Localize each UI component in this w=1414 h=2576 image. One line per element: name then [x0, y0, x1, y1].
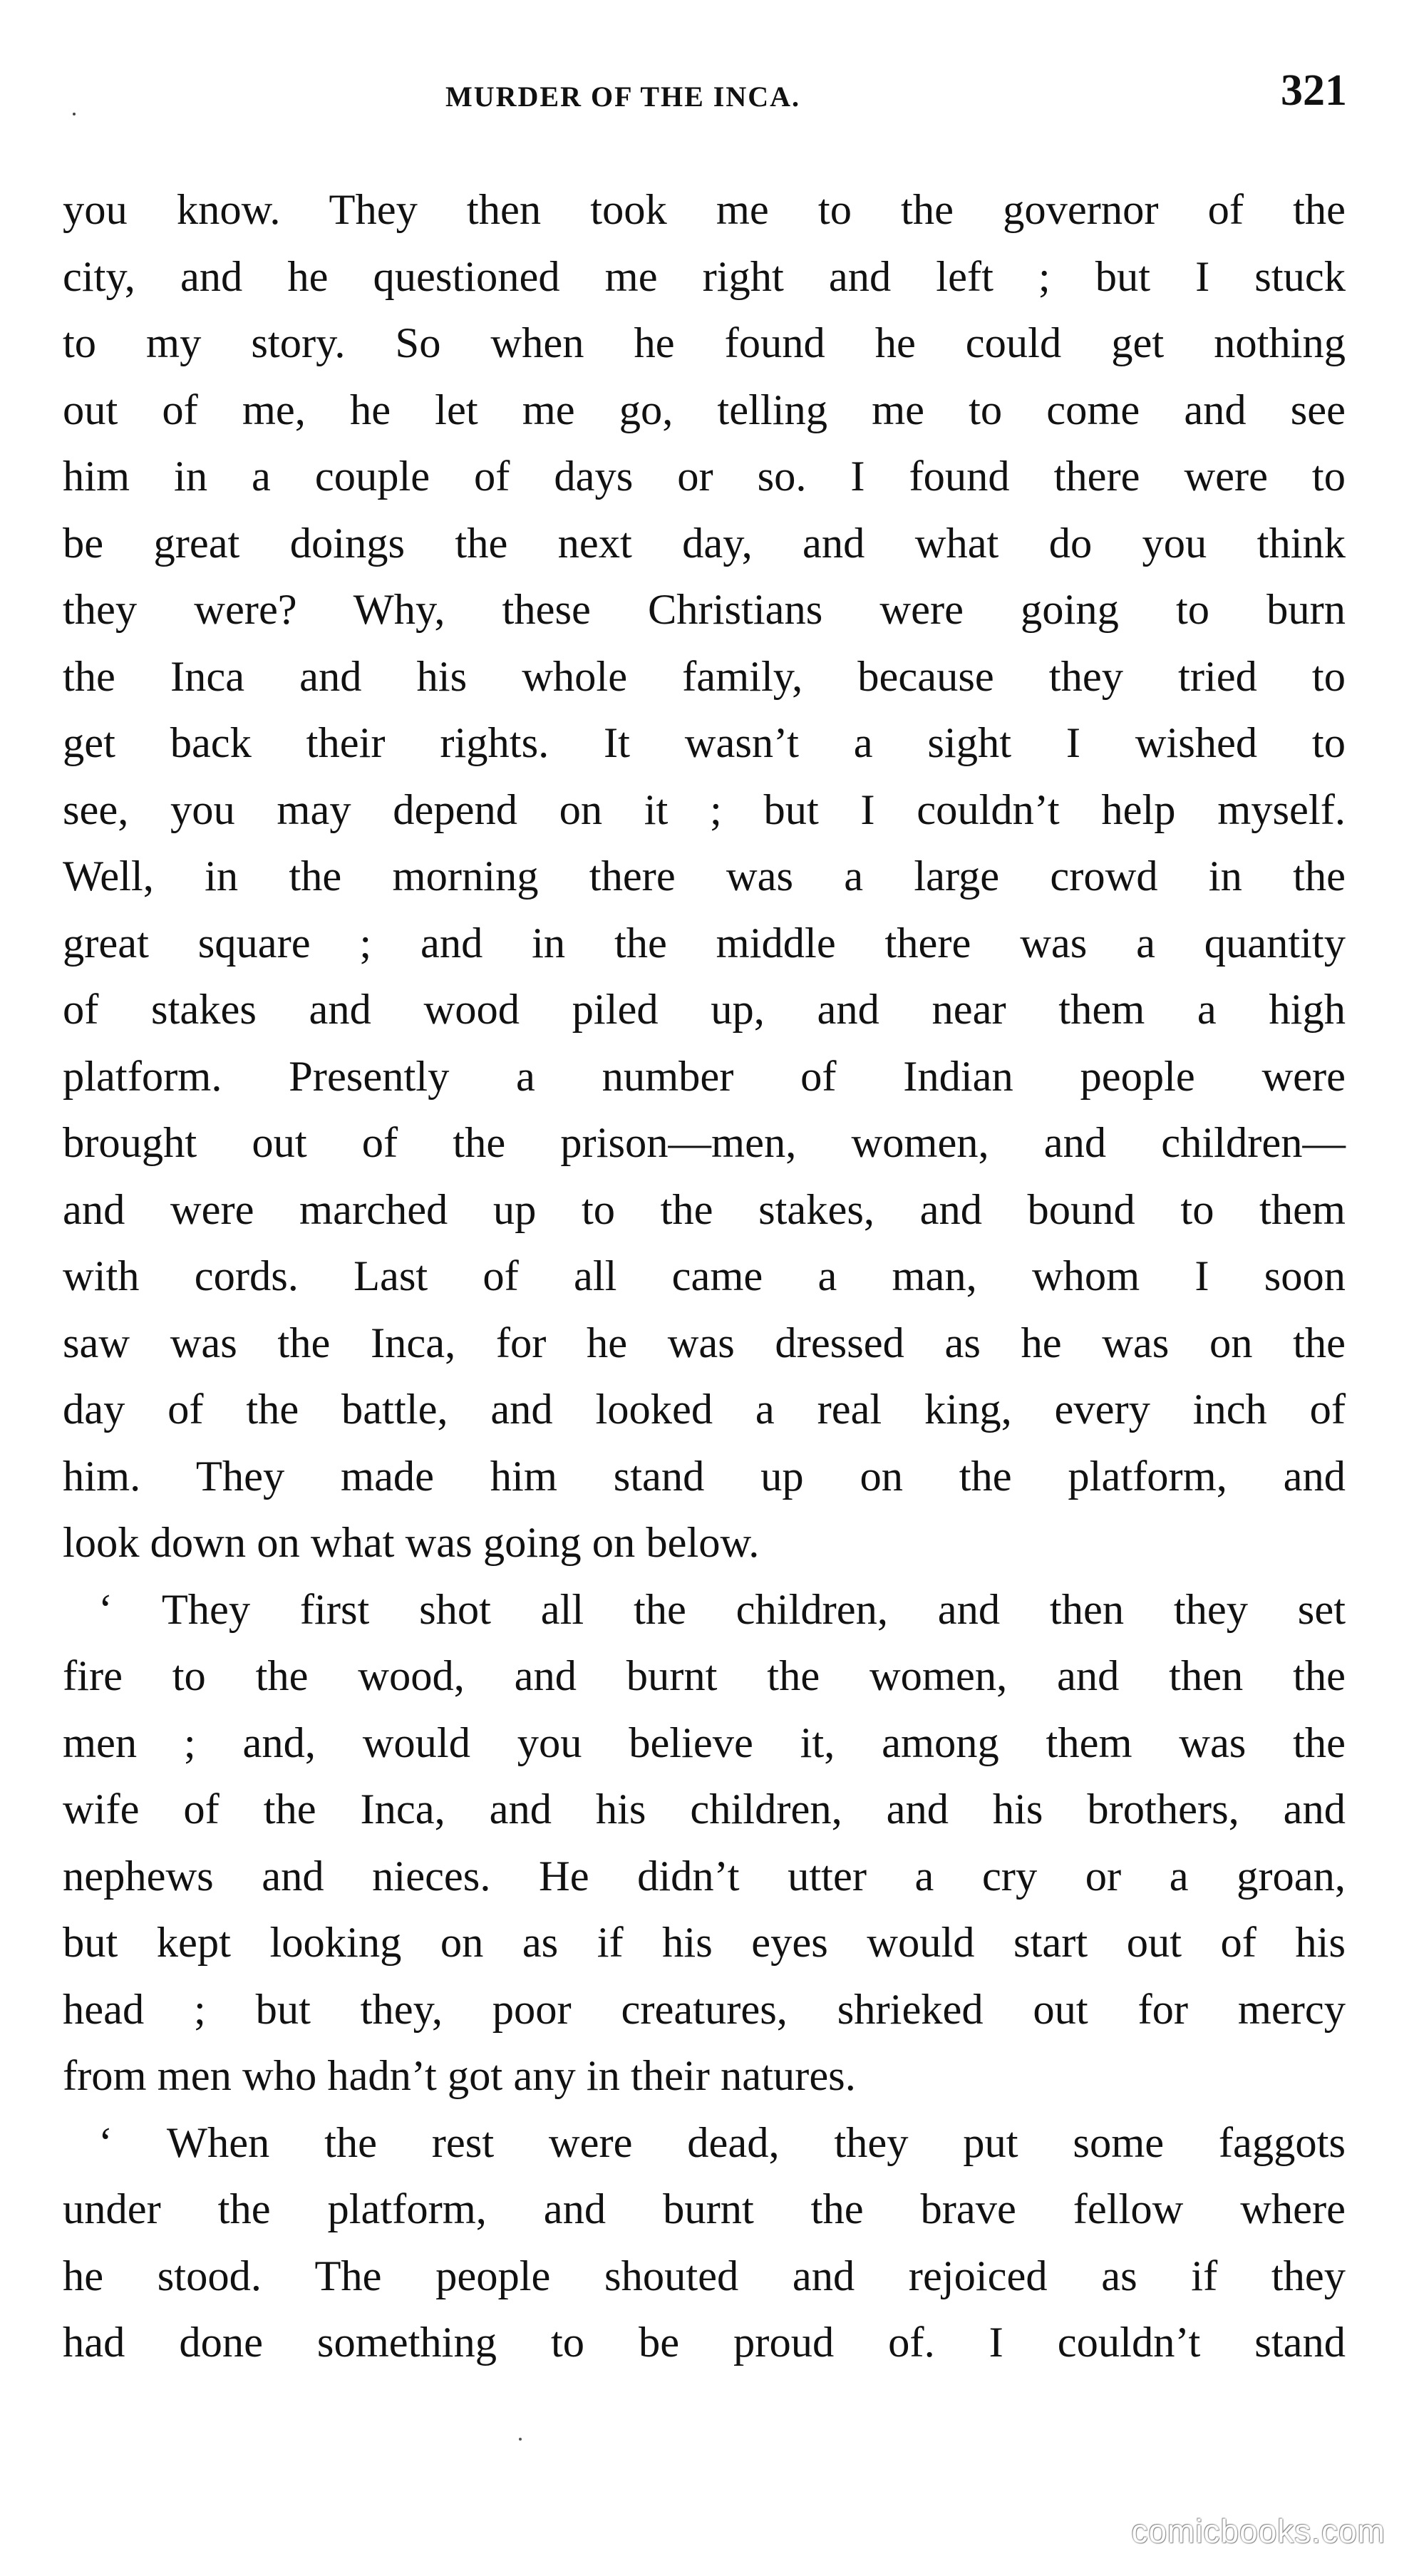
body-text: [63, 177, 1346, 2376]
text-line: you know. They then took me to the governor of the: [63, 186, 1346, 234]
ink-speck: [73, 113, 76, 115]
paragraph: [63, 2110, 1346, 2376]
running-head: [64, 63, 1347, 127]
text-line: had done something to be proud of. I couldn’t stand: [63, 2319, 1346, 2366]
text-line: and were marched up to the stakes, and bound to them: [63, 1185, 1346, 1234]
text-line: him. They made him stand up on the platform, and: [63, 1452, 1346, 1500]
text-line: him in a couple of days or so. I found there were to: [63, 453, 1346, 500]
text-line: the Inca and his whole family, because they tried to: [63, 652, 1346, 701]
text-line: day of the battle, and looked a real king, every inch of: [63, 1386, 1346, 1433]
text-line: platform. Presently a number of Indian people were: [63, 1052, 1346, 1101]
text-line: get back their rights. It wasn’t a sight I wished to: [63, 719, 1346, 767]
text-line: brought out of the prison—men, women, and children—: [63, 1119, 1346, 1167]
ink-speck: [519, 2438, 522, 2441]
text-line: be great doings the next day, and what do you think: [63, 519, 1346, 567]
text-line: of stakes and wood piled up, and near them a high: [63, 986, 1346, 1034]
text-line: fire to the wood, and burnt the women, and then the: [63, 1652, 1346, 1700]
text-line: wife of the Inca, and his children, and his brothers, and: [63, 1786, 1346, 1833]
text-line: great square ; and in the middle there was a quantity: [63, 919, 1346, 967]
text-line: saw was the Inca, for he was dressed as he was on the: [63, 1319, 1346, 1367]
text-line: he stood. The people shouted and rejoiced as if they: [63, 2252, 1346, 2300]
text-line: head ; but they, poor creatures, shrieked out for mercy: [63, 1985, 1346, 2034]
text-line: see, you may depend on it ; but I couldn’t help myself.: [63, 785, 1346, 834]
watermark: comicbooks.com: [1131, 2513, 1385, 2550]
text-line: ‘ When the rest were dead, they put some faggots: [98, 2118, 1346, 2167]
text-line: out of me, he let me go, telling me to come and see: [63, 386, 1346, 434]
text-line: ‘ They first shot all the children, and then they set: [98, 1585, 1346, 1634]
text-line: to my story. So when he found he could get nothing: [63, 319, 1346, 367]
text-line: nephews and nieces. He didn’t utter a cry or a groan,: [63, 1852, 1346, 1900]
chapter-title: MURDER OF THE INCA.: [445, 81, 801, 113]
text-line: from men who hadn’t got any in their natures.: [63, 2052, 856, 2100]
page-number: 321: [1281, 66, 1347, 115]
text-line: but kept looking on as if his eyes would start out of his: [63, 1919, 1346, 1967]
paragraph: [63, 1577, 1346, 2110]
text-line: with cords. Last of all came a man, whom I soon: [63, 1252, 1346, 1300]
text-line: Well, in the morning there was a large crowd in the: [63, 852, 1346, 900]
text-line: under the platform, and burnt the brave fellow where: [63, 2185, 1346, 2233]
text-line: they were? Why, these Christians were going to burn: [63, 586, 1346, 634]
text-line: men ; and, would you believe it, among them was the: [63, 1719, 1346, 1767]
text-line: city, and he questioned me right and left ; but I stuck: [63, 252, 1346, 301]
paragraph: [63, 177, 1346, 1577]
text-line: look down on what was going on below.: [63, 1519, 760, 1567]
